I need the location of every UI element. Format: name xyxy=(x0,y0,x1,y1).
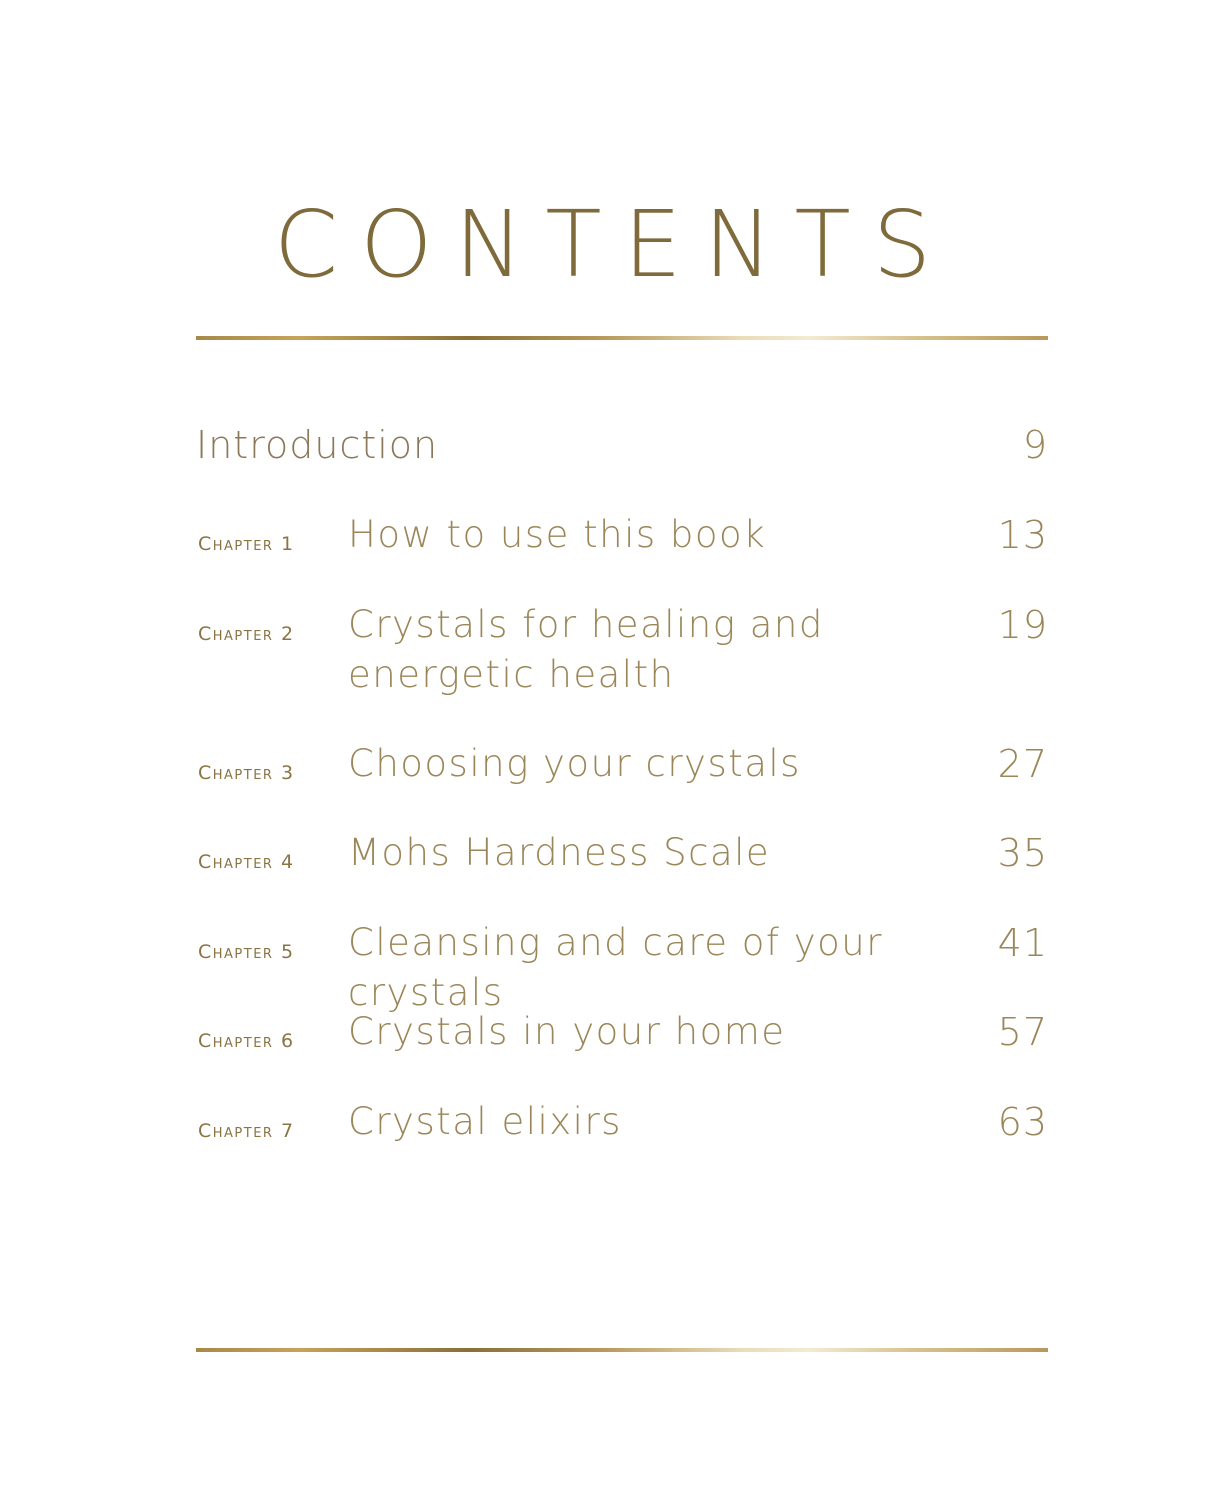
bottom-gold-divider xyxy=(196,1348,1048,1352)
chapter-page-number: 35 xyxy=(997,831,1048,875)
chapter-title: Crystals in your home xyxy=(348,1010,786,1053)
chapter-label: Chapter 2 xyxy=(198,623,295,645)
page-title: CONTENTS xyxy=(273,191,954,298)
chapter-page-number: 27 xyxy=(997,742,1048,786)
chapter-page-number: 19 xyxy=(997,603,1048,647)
chapter-label: Chapter 6 xyxy=(198,1030,295,1052)
chapter-title: Mohs Hardness Scale xyxy=(348,831,771,874)
chapter-title: Crystal elixirs xyxy=(348,1100,622,1143)
top-gold-divider xyxy=(196,336,1048,340)
chapter-title: Crystals for healing and energetic health xyxy=(348,603,824,696)
chapter-label: Chapter 4 xyxy=(198,851,295,873)
chapter-label: Chapter 3 xyxy=(198,762,295,784)
chapter-label: Chapter 7 xyxy=(198,1120,295,1142)
chapter-label: Chapter 1 xyxy=(198,533,295,555)
chapter-page-number: 41 xyxy=(997,921,1048,965)
chapter-title: Cleansing and care of your crystals xyxy=(348,921,883,1014)
chapter-title: Choosing your crystals xyxy=(348,742,801,785)
introduction-label: Introduction xyxy=(196,423,439,467)
chapter-page-number: 63 xyxy=(997,1100,1048,1144)
introduction-page-number: 9 xyxy=(1022,423,1048,467)
chapter-page-number: 57 xyxy=(997,1010,1048,1054)
chapter-title: How to use this book xyxy=(348,513,767,556)
chapter-page-number: 13 xyxy=(997,513,1048,557)
chapter-label: Chapter 5 xyxy=(198,941,295,963)
